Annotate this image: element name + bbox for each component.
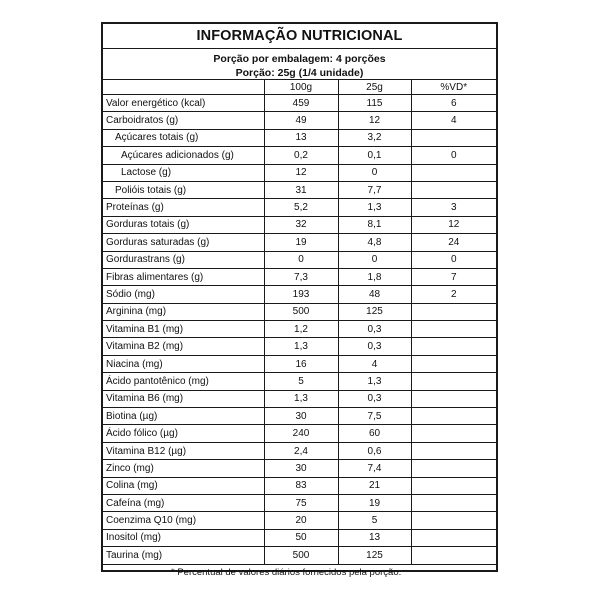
table-header-row	[103, 80, 496, 95]
value-per-100g: 13	[264, 129, 338, 146]
nutrient-name: Cafeína (mg)	[103, 494, 264, 511]
serving-info	[103, 49, 496, 80]
table-row	[103, 251, 496, 268]
nutrient-name: Carboidratos (g)	[103, 112, 264, 129]
daily-value-percent: 4	[411, 112, 496, 129]
daily-value-percent	[411, 181, 496, 198]
table-row	[103, 425, 496, 442]
nutrient-name: Gorduras totais (g)	[103, 216, 264, 233]
value-per-25g: 1,3	[338, 199, 411, 216]
value-per-100g: 16	[264, 355, 338, 372]
daily-value-percent	[411, 442, 496, 459]
table-row	[103, 355, 496, 372]
value-per-25g: 21	[338, 477, 411, 494]
value-per-100g: 193	[264, 286, 338, 303]
nutrient-name: Sódio (mg)	[103, 286, 264, 303]
daily-value-percent: 0	[411, 147, 496, 164]
nutrition-facts-label	[101, 22, 498, 578]
nutrient-name: Arginina (mg)	[103, 303, 264, 320]
nutrient-name: Vitamina B1 (mg)	[103, 321, 264, 338]
daily-value-percent: 6	[411, 95, 496, 112]
table-row	[103, 321, 496, 338]
daily-value-percent	[411, 355, 496, 372]
value-per-100g: 5	[264, 373, 338, 390]
daily-value-percent: 12	[411, 216, 496, 233]
nutrient-name: Vitamina B6 (mg)	[103, 390, 264, 407]
daily-value-percent: 0	[411, 251, 496, 268]
nutrient-name: Gorduras saturadas (g)	[103, 234, 264, 251]
value-per-25g: 4,8	[338, 234, 411, 251]
nutrient-name: Fibras alimentares (g)	[103, 268, 264, 285]
daily-value-percent	[411, 529, 496, 546]
value-per-100g: 31	[264, 181, 338, 198]
nutrient-name: Polióis totais (g)	[103, 181, 264, 198]
value-per-100g: 1,2	[264, 321, 338, 338]
table-row	[103, 147, 496, 164]
table-row	[103, 408, 496, 425]
table-row	[103, 181, 496, 198]
daily-value-percent	[411, 338, 496, 355]
table-row	[103, 477, 496, 494]
serving-size: Porção: 25g (1/4 unidade)	[235, 67, 364, 79]
value-per-25g: 12	[338, 112, 411, 129]
value-per-100g: 20	[264, 512, 338, 529]
value-per-25g: 0,3	[338, 338, 411, 355]
value-per-100g: 2,4	[264, 442, 338, 459]
value-per-25g: 3,2	[338, 129, 411, 146]
daily-value-percent	[411, 425, 496, 442]
value-per-100g: 30	[264, 408, 338, 425]
value-per-25g: 8,1	[338, 216, 411, 233]
daily-value-percent: 3	[411, 199, 496, 216]
value-per-100g: 12	[264, 164, 338, 181]
value-per-25g: 125	[338, 547, 411, 564]
nutrient-name: Proteínas (g)	[103, 199, 264, 216]
value-per-25g: 5	[338, 512, 411, 529]
value-per-100g: 32	[264, 216, 338, 233]
table-row	[103, 199, 496, 216]
value-per-100g: 500	[264, 303, 338, 320]
daily-value-percent: 24	[411, 234, 496, 251]
value-per-100g: 1,3	[264, 338, 338, 355]
value-per-25g: 7,7	[338, 181, 411, 198]
daily-value-percent: 2	[411, 286, 496, 303]
column-header-25g: 25g	[338, 80, 411, 95]
value-per-25g: 48	[338, 286, 411, 303]
value-per-25g: 0	[338, 164, 411, 181]
table-row	[103, 303, 496, 320]
value-per-100g: 1,3	[264, 390, 338, 407]
value-per-25g: 19	[338, 494, 411, 511]
value-per-100g: 83	[264, 477, 338, 494]
value-per-100g: 459	[264, 95, 338, 112]
daily-value-percent	[411, 164, 496, 181]
nutrient-name: Açúcares adicionados (g)	[103, 147, 264, 164]
value-per-100g: 19	[264, 234, 338, 251]
value-per-25g: 1,3	[338, 373, 411, 390]
column-header-100g: 100g	[264, 80, 338, 95]
table-row	[103, 164, 496, 181]
table-row	[103, 373, 496, 390]
daily-value-percent	[411, 390, 496, 407]
value-per-25g: 0,3	[338, 390, 411, 407]
value-per-25g: 1,8	[338, 268, 411, 285]
daily-value-percent	[411, 129, 496, 146]
table-row	[103, 129, 496, 146]
value-per-25g: 60	[338, 425, 411, 442]
daily-value-percent	[411, 477, 496, 494]
table-row	[103, 529, 496, 546]
value-per-100g: 7,3	[264, 268, 338, 285]
value-per-25g: 4	[338, 355, 411, 372]
daily-value-percent	[411, 321, 496, 338]
value-per-25g: 13	[338, 529, 411, 546]
value-per-100g: 500	[264, 547, 338, 564]
table-row	[103, 112, 496, 129]
servings-per-package: Porção por embalagem: 4 porções	[213, 53, 386, 65]
value-per-25g: 115	[338, 95, 411, 112]
daily-value-percent	[411, 303, 496, 320]
nutrient-name: Gordurastrans (g)	[103, 251, 264, 268]
table-row	[103, 216, 496, 233]
nutrient-name: Vitamina B2 (mg)	[103, 338, 264, 355]
table-row	[103, 95, 496, 112]
daily-value-percent	[411, 512, 496, 529]
value-per-100g: 75	[264, 494, 338, 511]
nutrition-table	[103, 80, 496, 565]
nutrient-name: Ácido pantotênico (mg)	[103, 373, 264, 390]
nutrient-name: Inositol (mg)	[103, 529, 264, 546]
table-row	[103, 460, 496, 477]
daily-value-percent	[411, 547, 496, 564]
nutrient-name: Açúcares totais (g)	[103, 129, 264, 146]
value-per-25g: 7,4	[338, 460, 411, 477]
value-per-100g: 240	[264, 425, 338, 442]
daily-value-percent: 7	[411, 268, 496, 285]
nutrient-name: Lactose (g)	[103, 164, 264, 181]
value-per-100g: 5,2	[264, 199, 338, 216]
value-per-100g: 50	[264, 529, 338, 546]
table-row	[103, 494, 496, 511]
footnote: * Percentual de valores diários fornecidos pela porção.	[171, 566, 402, 578]
nutrient-name: Biotina (µg)	[103, 408, 264, 425]
nutrient-name: Coenzima Q10 (mg)	[103, 512, 264, 529]
value-per-100g: 30	[264, 460, 338, 477]
table-row	[103, 268, 496, 285]
value-per-25g: 0,3	[338, 321, 411, 338]
table-row	[103, 338, 496, 355]
table-row	[103, 547, 496, 564]
table-row	[103, 512, 496, 529]
nutrient-name: Taurina (mg)	[103, 547, 264, 564]
daily-value-percent	[411, 373, 496, 390]
value-per-100g: 0,2	[264, 147, 338, 164]
column-header-nutrient	[103, 80, 264, 95]
value-per-25g: 125	[338, 303, 411, 320]
table-row	[103, 234, 496, 251]
table-row	[103, 390, 496, 407]
table-row	[103, 442, 496, 459]
value-per-100g: 0	[264, 251, 338, 268]
value-per-100g: 49	[264, 112, 338, 129]
label-title: INFORMAÇÃO NUTRICIONAL	[103, 24, 496, 49]
nutrient-name: Valor energético (kcal)	[103, 95, 264, 112]
value-per-25g: 0	[338, 251, 411, 268]
nutrient-name: Ácido fólico (µg)	[103, 425, 264, 442]
nutrient-name: Colina (mg)	[103, 477, 264, 494]
nutrient-name: Zinco (mg)	[103, 460, 264, 477]
daily-value-percent	[411, 408, 496, 425]
table-row	[103, 286, 496, 303]
value-per-25g: 7,5	[338, 408, 411, 425]
daily-value-percent	[411, 460, 496, 477]
value-per-25g: 0,1	[338, 147, 411, 164]
nutrient-name: Vitamina B12 (µg)	[103, 442, 264, 459]
column-header-vd: %VD*	[411, 80, 496, 95]
nutrient-name: Niacina (mg)	[103, 355, 264, 372]
daily-value-percent	[411, 494, 496, 511]
value-per-25g: 0,6	[338, 442, 411, 459]
